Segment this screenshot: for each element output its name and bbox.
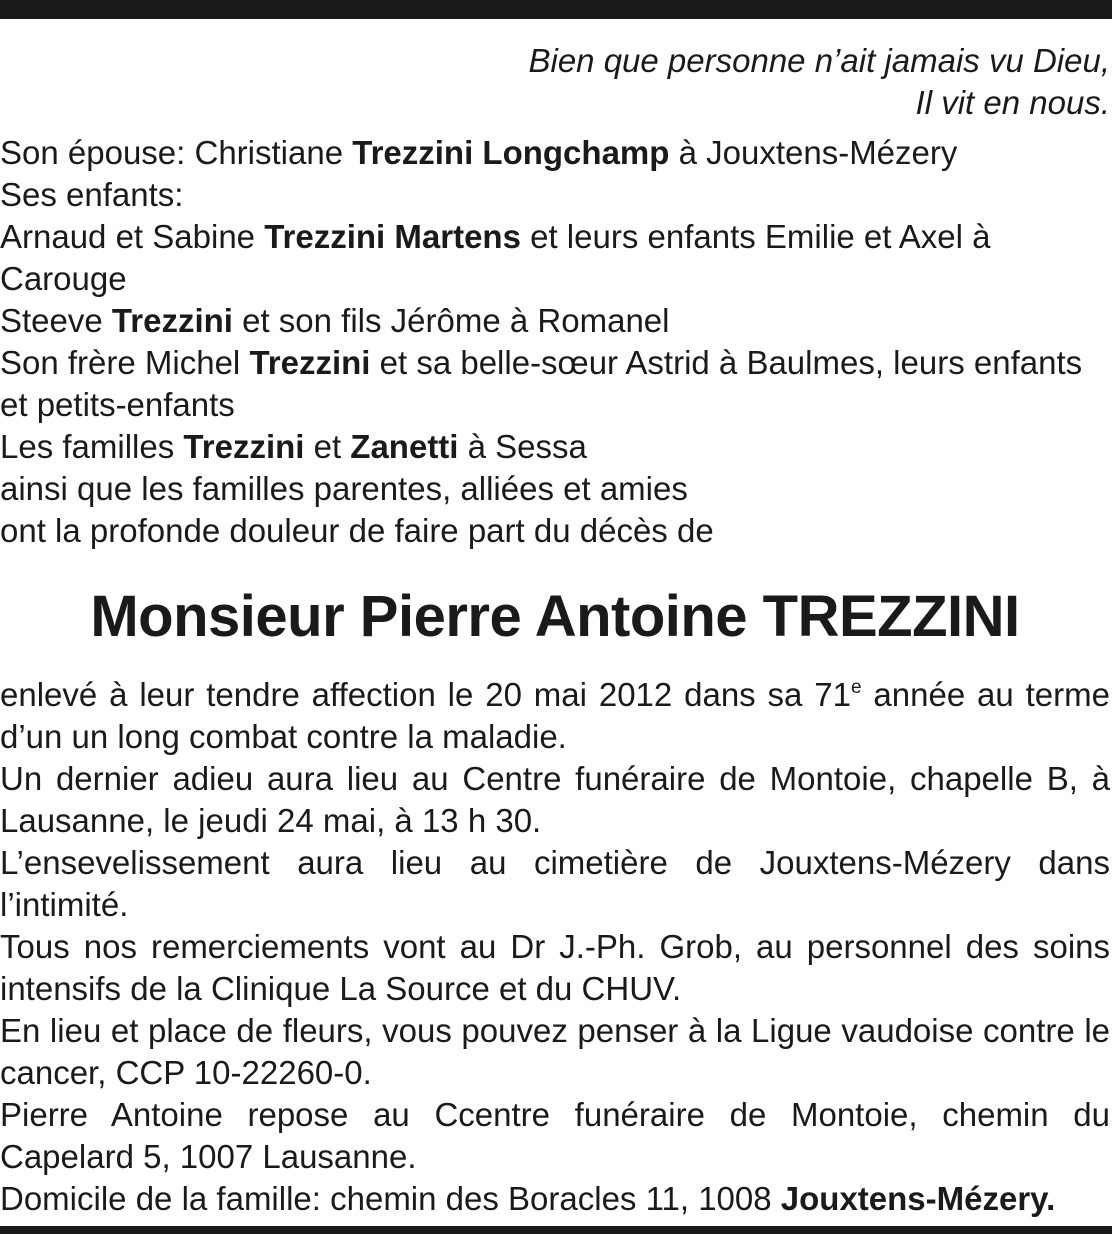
child-line-2: Steeve Trezzini et son fils Jérôme à Romanel [0, 302, 670, 339]
relatives-line: ainsi que les familles parentes, alliées et amies [0, 470, 688, 507]
children-heading: Ses enfants: [0, 176, 184, 213]
bottom-rule [0, 1226, 1112, 1234]
obituary-notice [0, 40, 1110, 1220]
spouse-line: Son épouse: Christiane Trezzini Longchamp à Jouxtens-Mézery [0, 134, 958, 171]
brother-line: Son frère Michel Trezzini et sa belle-sœur Astrid à Baulmes, leurs enfants et petits-enfants [0, 344, 1083, 423]
family-name-2: Zanetti [350, 428, 459, 465]
body-paragraph-6: Pierre Antoine repose au Ccentre funéraire de Montoie, chemin du Capelard 5, 1007 Lausanne. [0, 1096, 1110, 1175]
family-name-1: Trezzini [183, 428, 305, 465]
body-paragraph-1: enlevé à leur tendre affection le 20 mai 2012 dans sa 71e année au terme d’un un long combat contre la maladie. [0, 676, 1110, 755]
family-list [0, 132, 1110, 552]
spouse-name: Trezzini Longchamp [352, 134, 670, 171]
quote-line-2: Il vit en nous. [915, 84, 1110, 121]
notice-body [0, 674, 1110, 1220]
body-paragraph-5: En lieu et place de fleurs, vous pouvez penser à la Ligue vaudoise contre le cancer, CCP 10-22260-0. [0, 1012, 1110, 1091]
child-2-name: Trezzini [111, 302, 233, 339]
families-line: Les familles Trezzini et Zanetti à Sessa [0, 428, 587, 465]
epigraph-quote [0, 40, 1110, 124]
top-rule [0, 0, 1112, 19]
quote-line-1: Bien que personne n’ait jamais vu Dieu, [528, 42, 1110, 79]
body-paragraph-7: Domicile de la famille: chemin des Boracles 11, 1008 Jouxtens-Mézery. [0, 1180, 1056, 1217]
child-1-name: Trezzini Martens [264, 218, 521, 255]
deceased-name: Monsieur Pierre Antoine TREZZINI [90, 584, 1020, 649]
announcement-line: ont la profonde douleur de faire part du décès de [0, 512, 714, 549]
body-paragraph-2: Un dernier adieu aura lieu au Centre funéraire de Montoie, chapelle B, à Lausanne, le jeudi 24 mai, à 13 h 30. [0, 760, 1110, 839]
body-paragraph-3: L’ensevelissement aura lieu au cimetière de Jouxtens-Mézery dans l’intimité. [0, 844, 1110, 923]
child-line-1: Arnaud et Sabine Trezzini Martens et leurs enfants Emilie et Axel à Carouge [0, 218, 991, 297]
domicile-place: Jouxtens-Mézery. [780, 1180, 1056, 1217]
brother-name: Trezzini [249, 344, 371, 381]
body-paragraph-4: Tous nos remerciements vont au Dr J.-Ph. Grob, au personnel des soins intensifs de la Clinique La Source et du CHUV. [0, 928, 1110, 1007]
